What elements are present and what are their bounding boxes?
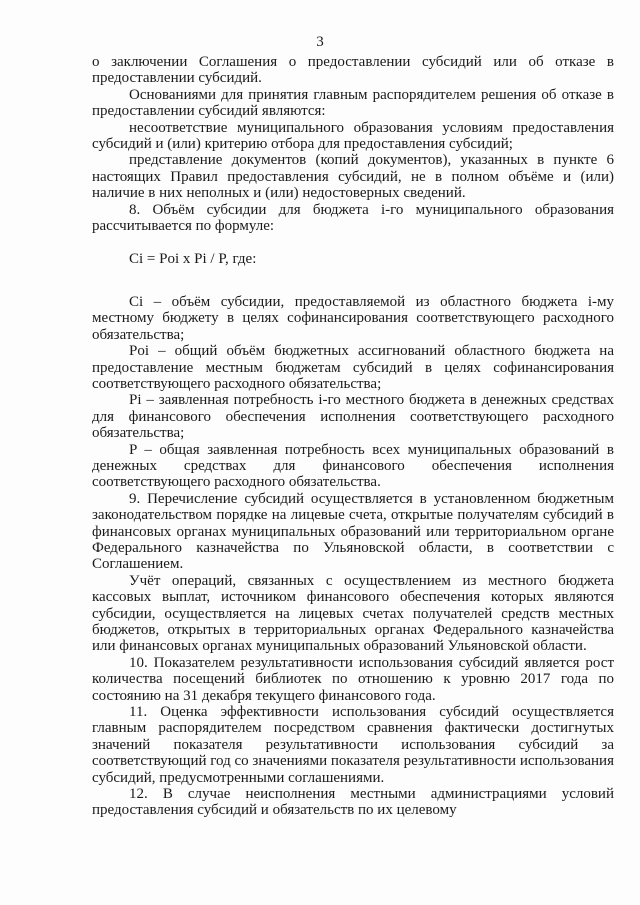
paragraph-def-pi: Pi – заявленная потребность i-го местного бюджета в денежных средствах для финансового обеспечения исполнения соответствующего расходного обязательства; (92, 392, 614, 442)
paragraph-item-11: 11. Оценка эффективности использования субсидий осуществляется главным распорядителем посредством сравнения фактически достигнутых значений показателя результативности использования субсидий за соответствующий год со значениями показателя результативности использования субсидий, предусмотренными соглашениями. (92, 704, 614, 786)
paragraph-refusal-continuation: о заключении Соглашения о предоставлении субсидий или об отказе в предоставлении субсидий. (92, 54, 614, 87)
document-body (92, 54, 614, 819)
paragraph-def-ci: Ci – объём субсидии, предоставляемой из областного бюджета i-му местному бюджету в целях софинансирования соответствующего расходного обязательства; (92, 293, 614, 343)
paragraph-def-poi: Poi – общий объём бюджетных ассигнований областного бюджета на предоставление местным бюджетам субсидий в целях софинансирования соответствующего расходного обязательства; (92, 343, 614, 392)
paragraph-item-10: 10. Показателем результативности использования субсидий является рост количества посещений библиотек по отношению к уровню 2017 года по состоянию на 31 декабря текущего финансового года. (92, 654, 614, 704)
subsidy-formula: Ci = Poi x Pi / P, где: (129, 251, 257, 268)
paragraph-def-p: P – общая заявленная потребность всех муниципальных образований в денежных средствах для финансового обеспечения исполнения соответствующего расходного обязательства. (92, 441, 614, 491)
paragraph-item-8: 8. Объём субсидии для бюджета i-го муниципального образования рассчитывается по формуле: (92, 201, 614, 235)
paragraph-item-12: 12. В случае неисполнения местными администрациями условий предоставления субсидий и обязательств по их целевому (92, 786, 614, 819)
paragraph-ground-documents: представление документов (копий документов), указанных в пункте 6 настоящих Правил предоставления субсидий, не в полном объёме и (или) наличие в них неполных и (или) недостоверных сведений. (92, 152, 614, 202)
paragraph-item-9: 9. Перечисление субсидий осуществляется в установленном бюджетным законодательством порядке на лицевые счета, открытые получателям субсидий в финансовых органах муниципальных образований или территориальном органе Федерального казначейства по Ульяновской области, в соответствии с Соглашением. (92, 490, 614, 573)
paragraph-ground-noncompliance: несоответствие муниципального образования условиям предоставления субсидий и (или) критерию отбора для предоставления субсидий; (92, 119, 614, 153)
paragraph-refusal-grounds: Основаниями для принятия главным распорядителем решения об отказе в предоставлении субсидий являются: (92, 86, 614, 120)
page-number: 3 (316, 34, 324, 50)
paragraph-accounting: Учёт операций, связанных с осуществлением из местного бюджета кассовых выплат, источником финансового обеспечения которых являются субсидии, осуществляется на лицевых счетах получателей средств местных бюджетов, открытых в территориальных органах Федерального казначейства или финансовых органах муниципальных образований Ульяновской области. (92, 572, 614, 655)
